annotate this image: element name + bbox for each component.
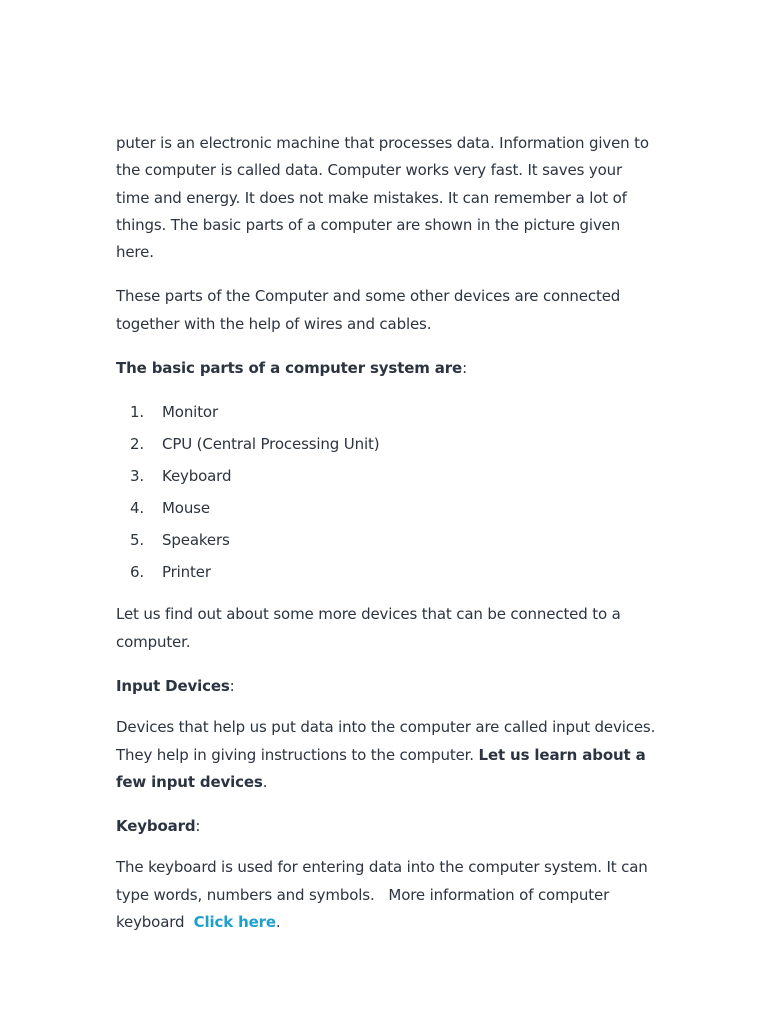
input-devices-paragraph <box>116 714 656 796</box>
input-devices-heading-text: Input Devices <box>116 676 230 695</box>
keyboard-text: The keyboard is used for entering data into the computer system. It can type words, numbers and symbols. More information of computer keyboard <box>116 858 653 932</box>
input-devices-heading-colon: : <box>229 676 235 695</box>
list-item-label: Monitor <box>162 403 218 422</box>
intro-paragraph: puter is an electronic machine that processes data. Information given to the computer is called data. Computer works very fast. It saves your time and energy. It does not make mistakes. It can remember a lot of things. The basic parts of a computer are shown in the picture given here. <box>116 134 649 262</box>
more-devices-paragraph: Let us find out about some more devices that can be connected to a computer. <box>116 605 621 651</box>
list-item-number: 1. <box>130 403 145 422</box>
list-item <box>116 460 656 492</box>
list-item <box>116 556 656 588</box>
list-item-number: 3. <box>130 467 145 486</box>
input-devices-text: Devices that help us put data into the computer are called input devices. They help in giving instructions to the computer. <box>116 718 656 764</box>
basic-parts-heading-colon: : <box>462 359 467 378</box>
connected-paragraph: These parts of the Computer and some other devices are connected together with the help of wires and cables. <box>116 287 621 333</box>
list-item-number: 5. <box>130 531 145 550</box>
list-item <box>116 396 656 428</box>
keyboard-period: . <box>275 913 281 932</box>
keyboard-heading <box>116 813 656 840</box>
list-item-label: Mouse <box>162 499 210 518</box>
input-devices-period: . <box>262 772 268 791</box>
list-item-number: 2. <box>130 435 145 454</box>
document-content <box>116 130 656 936</box>
input-devices-heading <box>116 673 656 700</box>
keyboard-paragraph <box>116 854 656 936</box>
list-item <box>116 428 656 460</box>
list-item <box>116 492 656 524</box>
click-here-link[interactable]: Click here <box>193 913 276 932</box>
keyboard-heading-colon: : <box>195 817 201 836</box>
list-item-number: 4. <box>130 499 145 518</box>
list-item <box>116 524 656 556</box>
list-item-label: CPU (Central Processing Unit) <box>162 435 380 454</box>
keyboard-heading-text: Keyboard <box>116 817 196 836</box>
list-item-label: Keyboard <box>162 467 232 486</box>
input-devices-bold-text: Let us learn about a few input devices <box>116 745 646 791</box>
basic-parts-list <box>116 396 656 588</box>
basic-parts-heading <box>116 355 656 382</box>
list-item-label: Speakers <box>162 531 230 550</box>
basic-parts-heading-text: The basic parts of a computer system are <box>116 359 463 378</box>
list-item-label: Printer <box>162 563 211 582</box>
list-item-number: 6. <box>130 563 145 582</box>
